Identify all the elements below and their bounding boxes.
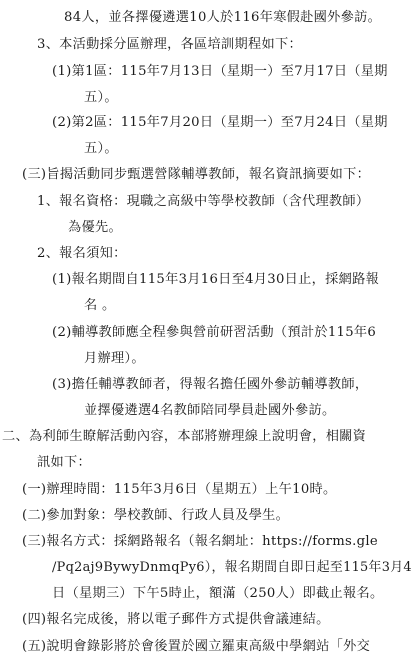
sub-item-line: (3)擔任輔導教師者，得報名擔任國外參訪輔導教師， xyxy=(52,377,369,392)
sub-item-line: (1)第1區：115年7月13日（星期一）至7月17日（星期 xyxy=(52,64,388,79)
item-continuation: 日（星期三）下午5時止，額滿（250人）即截止報名。 xyxy=(52,586,384,601)
item-continuation: /Pq2aj9BywyDnmqPy6），報名期間自即日起至115年3月4 xyxy=(52,560,412,575)
item-line: (三)報名方式：採網路報名（報名網址：https://forms.gle xyxy=(22,534,378,549)
sub-item-line: (2)輔導教師應全程參與營前研習活動（預計於115年6 xyxy=(52,325,377,340)
item-continuation: 為優先。 xyxy=(68,220,122,235)
item-line: (五)說明會錄影將於會後置於國立羅東高級中學網站「外交 xyxy=(22,639,371,654)
section-continuation: 訊如下： xyxy=(37,455,91,470)
item-line: 1、報名資格：現職之高級中等學校教師（含代理教師） xyxy=(37,194,370,209)
section-heading: (三)旨揭活動同步甄選營隊輔導教師，報名資訊摘要如下： xyxy=(22,167,371,182)
item-heading: 2、報名須知： xyxy=(37,246,127,261)
paragraph-line: 84人，並各擇優遴選10人於116年寒假赴國外參訪。 xyxy=(64,10,382,25)
sub-item-continuation: 月辦理）。 xyxy=(84,351,145,366)
item-line: (四)報名完成後，將以電子郵件方式提供會議連結。 xyxy=(22,612,330,627)
item-line: (二)參加對象：學校教師、行政人員及學生。 xyxy=(22,508,290,523)
item-line: (一)辦理時間：115年3月6日（星期五）上午10時。 xyxy=(22,482,337,497)
sub-item-continuation: 五）。 xyxy=(84,141,118,156)
sub-item-line: (2)第2區：115年7月20日（星期一）至7月24日（星期 xyxy=(52,115,388,130)
item-heading: 3、本活動採分區辦理，各區培訓期程如下： xyxy=(37,37,302,52)
sub-item-line: (1)報名期間自115年3月16日至4月30日止，採網路報 xyxy=(52,272,380,287)
section-heading: 二、為利師生瞭解活動內容，本部將辦理線上說明會，相關資 xyxy=(2,429,367,444)
sub-item-continuation: 並擇優遴選4名教師陪同學員赴國外參訪。 xyxy=(84,403,336,418)
sub-item-continuation: 名 。 xyxy=(84,298,116,313)
sub-item-continuation: 五）。 xyxy=(84,90,118,105)
